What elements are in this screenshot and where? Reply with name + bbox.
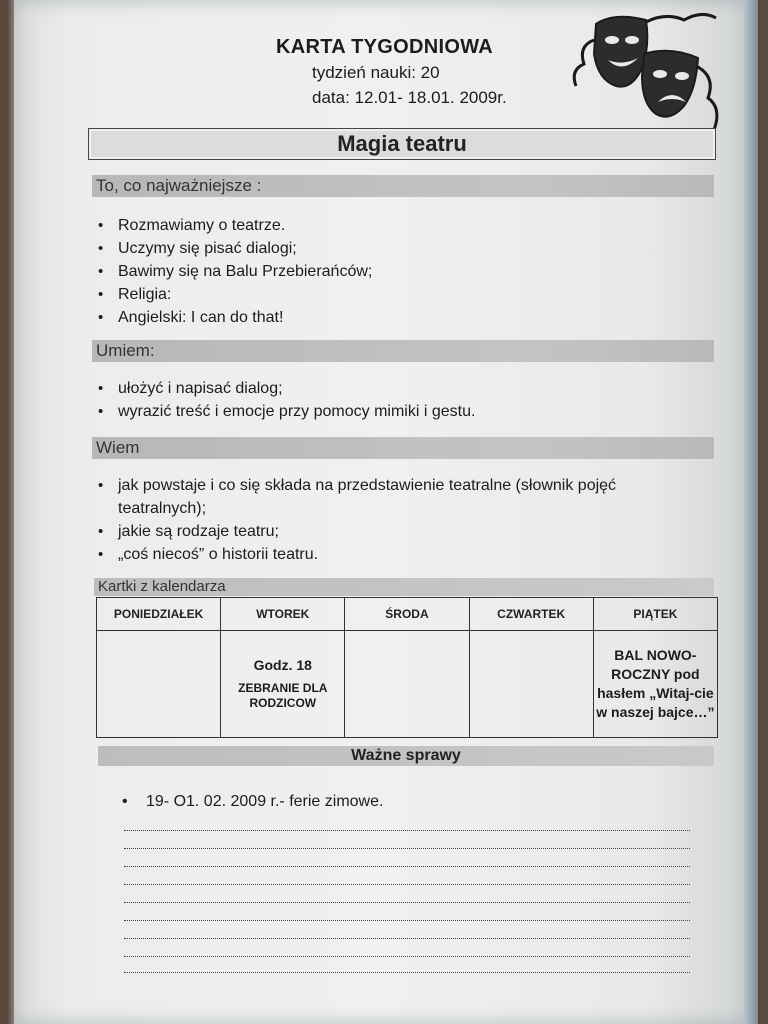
important-note-text: 19- O1. 02. 2009 r.- ferie zimowe. bbox=[146, 793, 384, 810]
writing-line bbox=[124, 848, 690, 849]
skills-list bbox=[98, 377, 475, 423]
important-heading: Ważne sprawy bbox=[351, 747, 461, 764]
calendar-label-bar bbox=[94, 578, 714, 596]
knowledge-list bbox=[98, 474, 698, 566]
list-item: • jak powstaje i co się składa na przedstawienie teatralne (słownik pojęć teatralnych); bbox=[98, 474, 698, 520]
list-item: • Rozmawiamy o teatrze. bbox=[98, 214, 372, 237]
worksheet-title: KARTA TYGODNIOWA bbox=[276, 36, 494, 58]
writing-line bbox=[124, 920, 690, 921]
writing-line bbox=[124, 938, 690, 939]
list-item: • Religia: bbox=[98, 283, 372, 306]
day-tuesday: WTOREK bbox=[221, 598, 345, 631]
theater-masks-icon bbox=[566, 6, 726, 136]
worksheet-page bbox=[6, 0, 758, 1024]
week-number: tydzień nauki: 20 bbox=[312, 63, 440, 82]
thursday-cell bbox=[469, 631, 593, 738]
important-heading-bar bbox=[98, 746, 714, 766]
list-item: • Bawimy się na Balu Przebierańców; bbox=[98, 260, 372, 283]
important-note bbox=[124, 793, 383, 811]
writing-line bbox=[124, 956, 690, 957]
section-heading-skills bbox=[92, 340, 714, 362]
tuesday-cell bbox=[221, 631, 345, 738]
writing-line bbox=[124, 866, 690, 867]
section-heading-label: Umiem: bbox=[96, 341, 155, 360]
section-heading-label: To, co najważniejsze : bbox=[96, 176, 262, 195]
day-thursday: CZWARTEK bbox=[469, 598, 593, 631]
calendar-label: Kartki z kalendarza bbox=[98, 578, 226, 595]
writing-line bbox=[124, 972, 690, 973]
friday-cell bbox=[593, 631, 717, 738]
friday-event: BAL NOWO-ROCZNY pod hasłem „Witaj-cie w naszej bajce…” bbox=[596, 647, 715, 720]
list-item: • ułożyć i napisać dialog; bbox=[98, 377, 475, 400]
monday-cell bbox=[97, 631, 221, 738]
section-heading-knowledge bbox=[92, 437, 714, 459]
writing-line bbox=[124, 884, 690, 885]
tuesday-event: ZEBRANIE DLA RODZICOW bbox=[238, 681, 328, 710]
list-item: • Angielski: I can do that! bbox=[98, 306, 372, 329]
main-title: Magia teatru bbox=[337, 131, 467, 156]
writing-line bbox=[124, 902, 690, 903]
list-item: • jakie są rodzaje teatru; bbox=[98, 520, 698, 543]
list-item: • wyrazić treść i emocje przy pomocy mimiki i gestu. bbox=[98, 400, 475, 423]
main-title-box bbox=[88, 128, 716, 160]
section-heading-priorities bbox=[92, 175, 714, 197]
page-right-edge bbox=[744, 0, 758, 1024]
day-monday: PONIEDZIAŁEK bbox=[97, 598, 221, 631]
date-range: data: 12.01- 18.01. 2009r. bbox=[312, 88, 507, 107]
page-left-edge bbox=[6, 0, 14, 1024]
section-heading-label: Wiem bbox=[96, 438, 140, 457]
day-friday: PIĄTEK bbox=[593, 598, 717, 631]
day-wednesday: ŚRODA bbox=[345, 598, 469, 631]
priorities-list bbox=[98, 214, 372, 329]
wednesday-cell bbox=[345, 631, 469, 738]
tuesday-time: Godz. 18 bbox=[253, 657, 312, 673]
weekly-calendar-table bbox=[96, 597, 718, 738]
list-item: • „coś niecoś” o historii teatru. bbox=[98, 543, 698, 566]
writing-line bbox=[124, 830, 690, 831]
list-item: • Uczymy się pisać dialogi; bbox=[98, 237, 372, 260]
